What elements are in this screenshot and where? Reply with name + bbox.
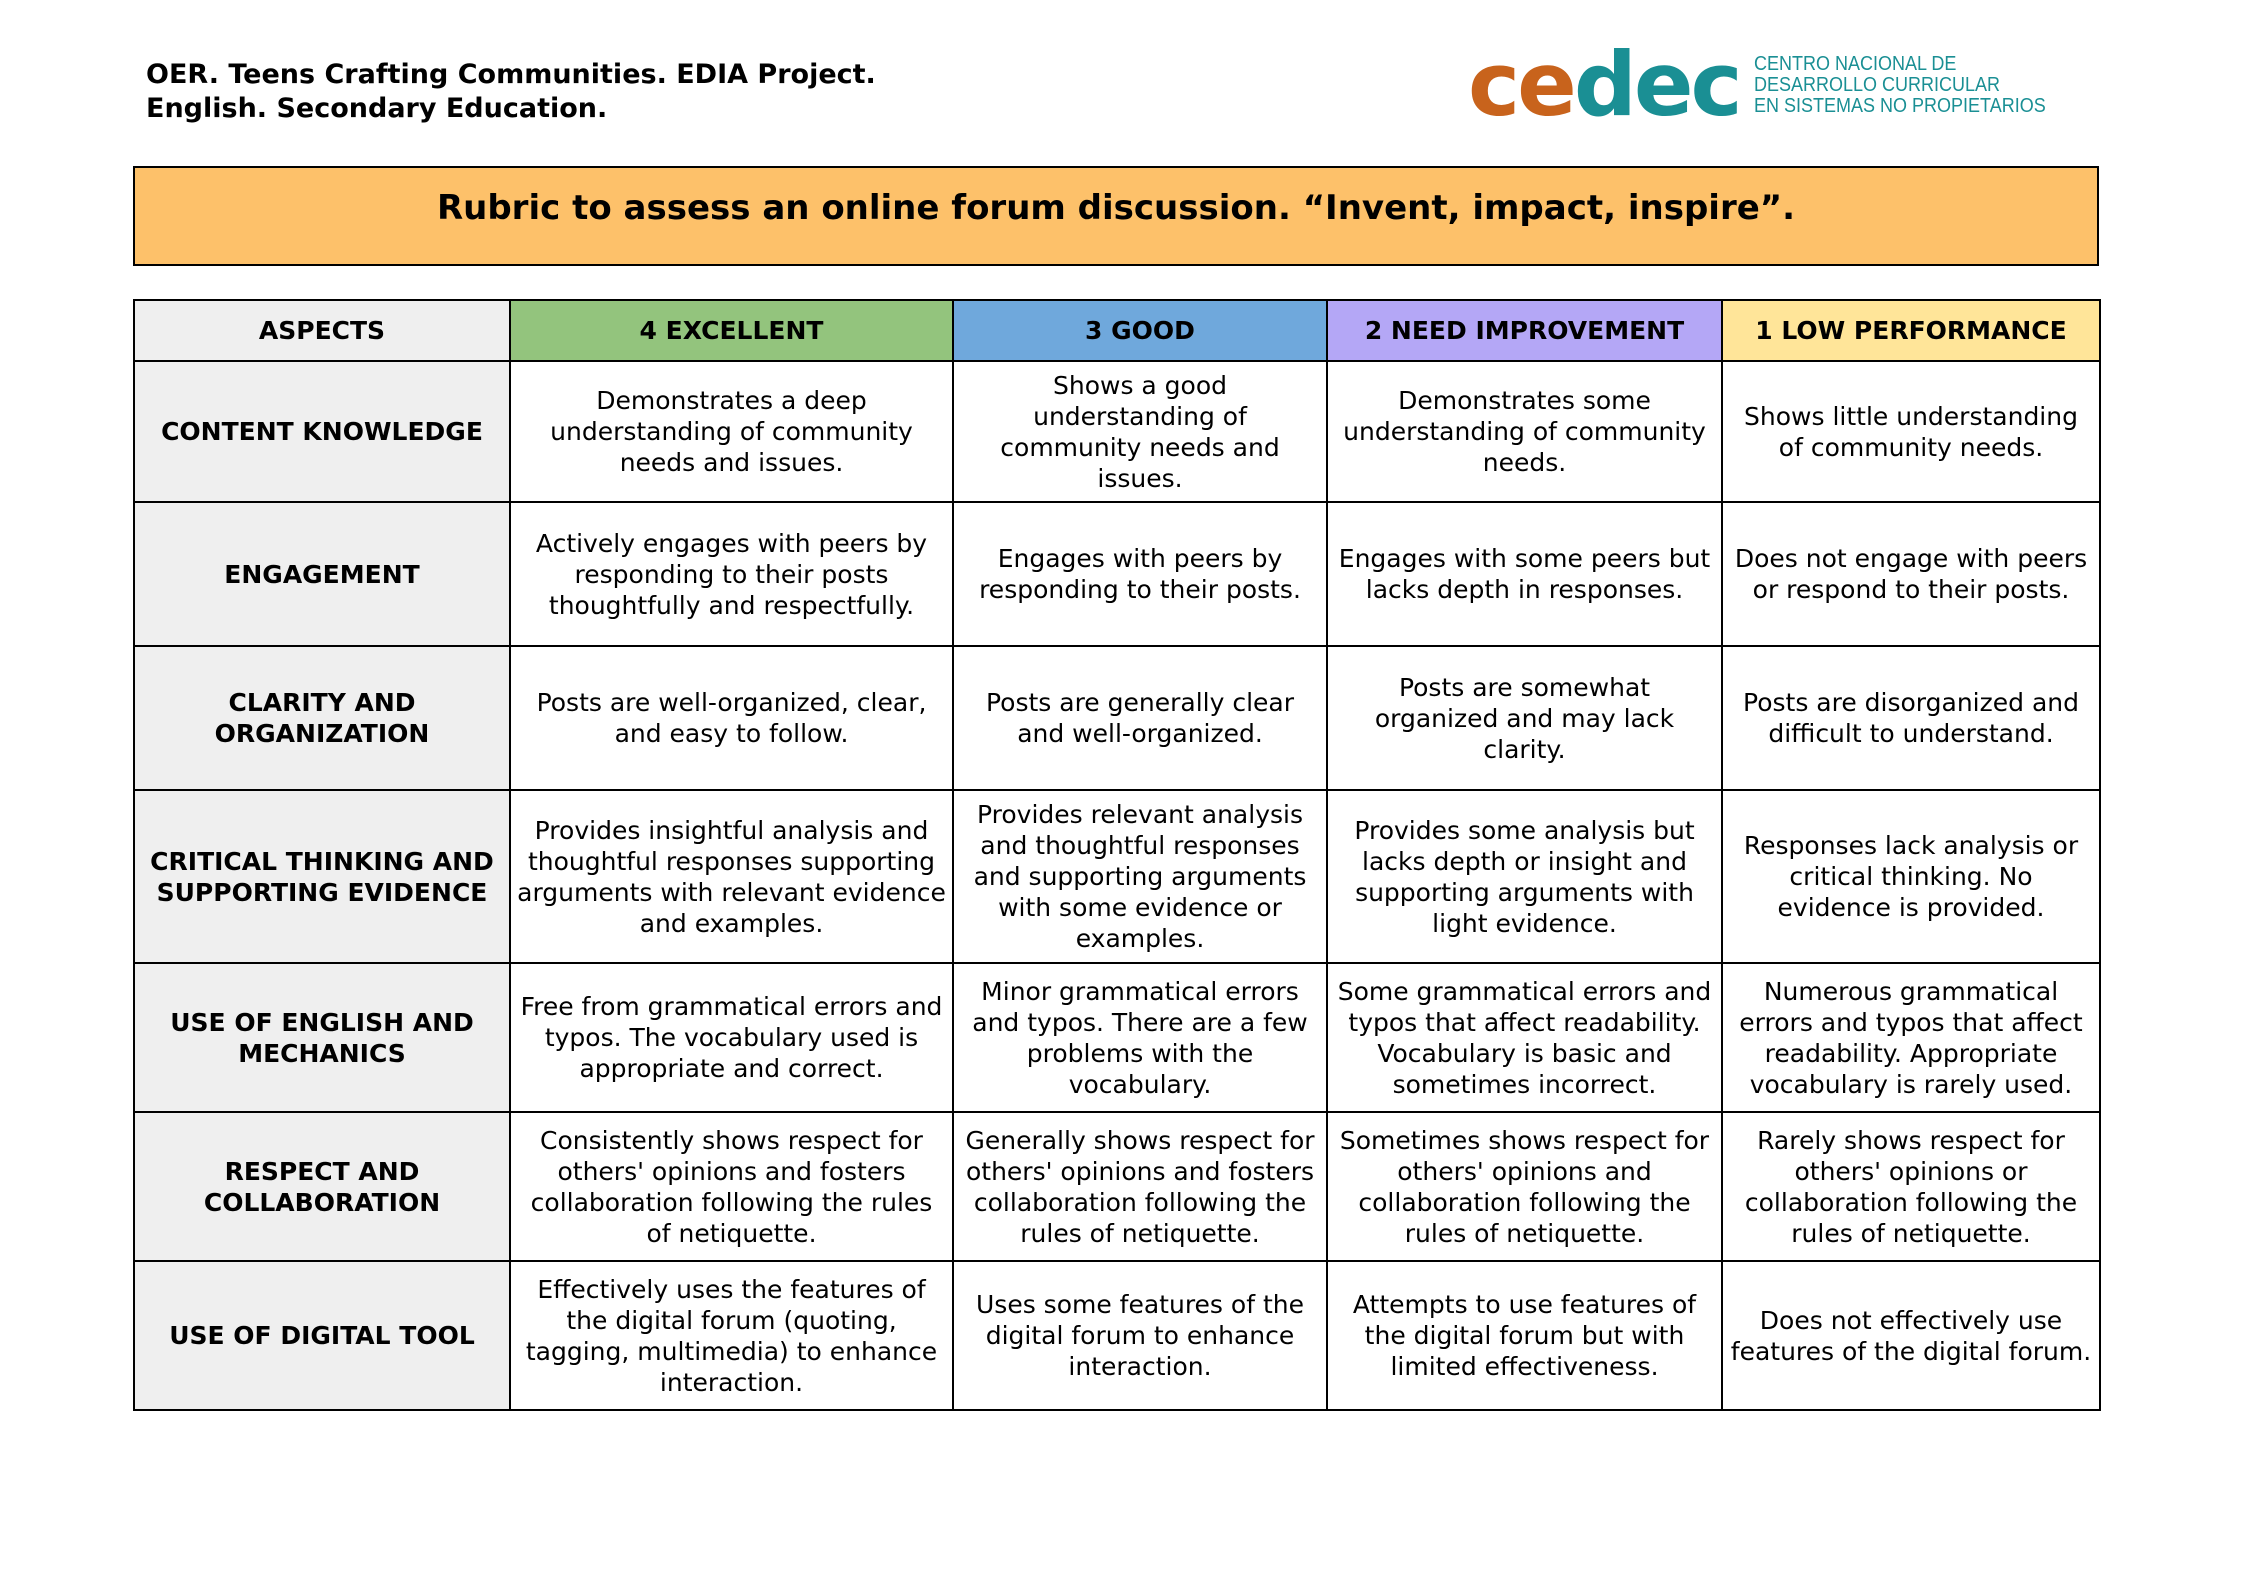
rubric-cell: Does not effectively use features of the digital forum. [1722,1261,2100,1410]
rubric-cell: Provides relevant analysis and thoughtful responses and supporting arguments with some evidence or examples. [953,790,1327,963]
rubric-cell: Posts are somewhat organized and may lack clarity. [1327,646,1722,790]
rubric-cell: Provides insightful analysis and thoughtful responses supporting arguments with relevant evidence and examples. [510,790,953,963]
rubric-cell: Shows a good understanding of community needs and issues. [953,361,1327,502]
rubric-cell: Effectively uses the features of the digital forum (quoting, tagging, multimedia) to enhance interaction. [510,1261,953,1410]
aspect-content-knowledge: CONTENT KNOWLEDGE [134,361,510,502]
column-header-excellent: 4 EXCELLENT [510,300,953,361]
aspect-use-of-digital-tool: USE OF DIGITAL TOOL [134,1261,510,1410]
rubric-cell: Does not engage with peers or respond to their posts. [1722,502,2100,646]
rubric-cell: Attempts to use features of the digital forum but with limited effectiveness. [1327,1261,1722,1410]
rubric-header-row [134,300,2100,361]
header-line-2: English. Secondary Education. [146,93,608,124]
cedec-logo [1468,33,2078,136]
aspect-use-of-english: USE OF ENGLISH AND MECHANICS [134,963,510,1112]
column-header-need-improvement: 2 NEED IMPROVEMENT [1327,300,1722,361]
rubric-cell: Generally shows respect for others' opinions and fosters collaboration following the rules of netiquette. [953,1112,1327,1261]
table-row [134,502,2100,646]
rubric-cell: Posts are disorganized and difficult to understand. [1722,646,2100,790]
rubric-cell: Provides some analysis but lacks depth or insight and supporting arguments with light evidence. [1327,790,1722,963]
logo-subtitle-line-3: EN SISTEMAS NO PROPIETARIOS [1753,94,2046,117]
header-line-1: OER. Teens Crafting Communities. EDIA Project. [146,59,876,90]
column-header-good: 3 GOOD [953,300,1327,361]
rubric-cell: Minor grammatical errors and typos. There are a few problems with the vocabulary. [953,963,1327,1112]
aspect-respect-and-collaboration: RESPECT AND COLLABORATION [134,1112,510,1261]
rubric-cell: Posts are generally clear and well-organized. [953,646,1327,790]
rubric-cell: Engages with some peers but lacks depth in responses. [1327,502,1722,646]
rubric-cell: Uses some features of the digital forum to enhance interaction. [953,1261,1327,1410]
logo-wordmark [1468,33,1740,136]
rubric-title: Rubric to assess an online forum discussion. “Invent, impact, inspire”. [436,188,1796,228]
logo-word-part-1: ce [1468,33,1574,136]
rubric-table [133,299,2101,1411]
rubric-title-banner [133,166,2099,266]
rubric-cell: Engages with peers by responding to their posts. [953,502,1327,646]
rubric-cell: Some grammatical errors and typos that affect readability. Vocabulary is basic and sometimes incorrect. [1327,963,1722,1112]
table-row [134,1112,2100,1261]
table-row [134,361,2100,502]
table-row [134,646,2100,790]
logo-subtitle [1754,54,2046,117]
logo-word-part-2: dec [1573,33,1740,136]
aspect-critical-thinking: CRITICAL THINKING AND SUPPORTING EVIDENCE [134,790,510,963]
column-header-low-performance: 1 LOW PERFORMANCE [1722,300,2100,361]
column-header-aspects: ASPECTS [134,300,510,361]
rubric-cell: Responses lack analysis or critical thinking. No evidence is provided. [1722,790,2100,963]
rubric-cell: Numerous grammatical errors and typos that affect readability. Appropriate vocabulary is rarely used. [1722,963,2100,1112]
aspect-clarity-and-organization: CLARITY AND ORGANIZATION [134,646,510,790]
rubric-cell: Free from grammatical errors and typos. The vocabulary used is appropriate and correct. [510,963,953,1112]
aspect-engagement: ENGAGEMENT [134,502,510,646]
document-header [146,58,876,126]
rubric-cell: Demonstrates a deep understanding of community needs and issues. [510,361,953,502]
table-row [134,790,2100,963]
rubric-cell: Consistently shows respect for others' opinions and fosters collaboration following the rules of netiquette. [510,1112,953,1261]
rubric-cell: Actively engages with peers by responding to their posts thoughtfully and respectfully. [510,502,953,646]
logo-subtitle-line-2: DESARROLLO CURRICULAR [1753,73,2000,96]
table-row [134,963,2100,1112]
rubric-cell: Demonstrates some understanding of community needs. [1327,361,1722,502]
logo-subtitle-line-1: CENTRO NACIONAL DE [1753,52,1957,75]
rubric-cell: Rarely shows respect for others' opinions or collaboration following the rules of netiquette. [1722,1112,2100,1261]
rubric-cell: Shows little understanding of community needs. [1722,361,2100,502]
rubric-cell: Sometimes shows respect for others' opinions and collaboration following the rules of netiquette. [1327,1112,1722,1261]
rubric-cell: Posts are well-organized, clear, and easy to follow. [510,646,953,790]
table-row [134,1261,2100,1410]
